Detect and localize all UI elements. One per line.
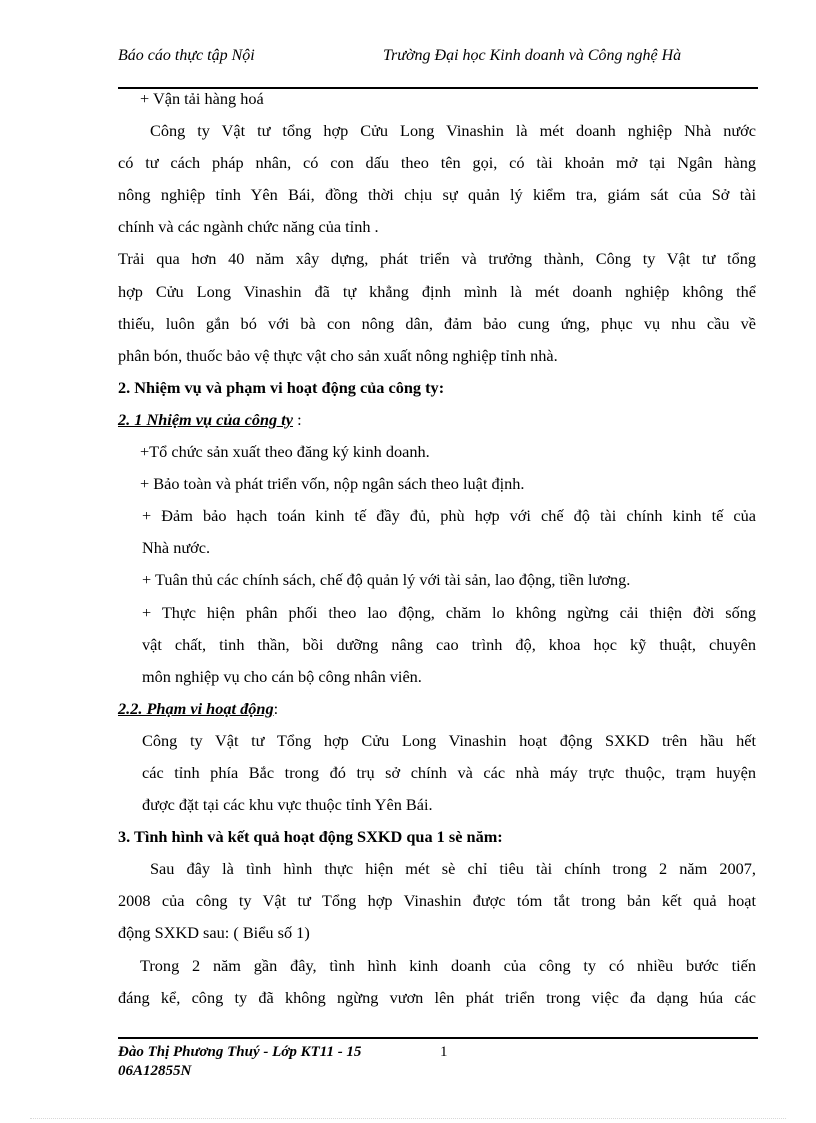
subsection-heading — [118, 693, 756, 725]
footer-author: Đào Thị Phương Thuý - Lớp KT11 - 15 — [118, 1044, 362, 1060]
list-item-cont: môn nghiệp vụ cho cán bộ công nhân viên. — [142, 666, 422, 686]
section-heading: 2. Nhiệm vụ và phạm vi hoạt động của công ty: — [118, 377, 445, 397]
document-body — [118, 83, 756, 1014]
header-university: Trường Đại học Kinh doanh và Công nghệ Hà — [383, 47, 682, 64]
paragraph-line: Sau đây là tình hình thực hiện mét sè chỉ tiêu tài chính trong 2 năm 2007, — [150, 859, 756, 879]
paragraph-line: hợp Cửu Long Vinashin đã tự khẳng định mình là mét doanh nghiệp không thể — [118, 281, 756, 301]
subsection-heading — [118, 404, 756, 436]
paragraph-line: đáng kể, công ty đã không ngừng vươn lên phát triển trong việc đa dạng húa các — [118, 987, 756, 1007]
paragraph-line: chính và các ngành chức năng của tỉnh . — [118, 217, 379, 237]
header-report-title: Báo cáo thực tập Nội — [118, 47, 255, 64]
subsection-label: 2. 1 Nhiệm vụ của công ty — [118, 409, 294, 429]
paragraph-line: các tỉnh phía Bắc trong đó trụ sở chính và các nhà máy trực thuộc, trạm huyện — [142, 762, 756, 782]
paragraph-line: phân bón, thuốc bảo vệ thực vật cho sản xuất nông nghiệp tỉnh nhà. — [118, 345, 558, 365]
subsection-label: 2.2. Phạm vi hoạt động — [118, 698, 274, 718]
list-item: +Tổ chức sản xuất theo đăng ký kinh doanh. — [140, 442, 430, 462]
subsection-punct: : — [273, 698, 279, 718]
paragraph-line: Công ty Vật tư Tổng hợp Cửu Long Vinashin hoạt động SXKD trên hầu hết — [142, 730, 756, 750]
paragraph-line: 2008 của công ty Vật tư Tổng hợp Vinashin được tóm tắt trong bản kết quả hoạt — [118, 891, 756, 911]
list-item: + Thực hiện phân phối theo lao động, chăm lo không ngừng cải thiện đời sống — [142, 602, 756, 622]
paragraph-line: thiếu, luôn gắn bó với bà con nông dân, đảm bảo cung ứng, phục vụ nhu cầu về — [118, 313, 756, 333]
paragraph-line: được đặt tại các khu vực thuộc tỉnh Yên Bái. — [142, 795, 433, 815]
paragraph-line: Trải qua hơn 40 năm xây dựng, phát triển và trưởng thành, Công ty Vật tư tổng — [118, 249, 756, 269]
paragraph-line: + Vận tải hàng hoá — [140, 89, 264, 108]
paragraph-line: Công ty Vật tư tổng hợp Cửu Long Vinashin là mét doanh nghiệp Nhà nước — [150, 121, 756, 141]
list-item: + Tuân thủ các chính sách, chế độ quản lý với tài sản, lao động, tiền lương. — [142, 570, 631, 590]
paragraph-line: nông nghiệp tỉnh Yên Bái, đồng thời chịu sự quản lý kiểm tra, giám sát của Sở tài — [118, 185, 756, 205]
footer-student-id: 06A12855N — [118, 1063, 192, 1079]
subsection-punct: : — [293, 409, 302, 429]
paragraph-line: động SXKD sau: ( Biểu số 1) — [118, 923, 310, 943]
list-item: + Bảo toàn và phát triển vốn, nộp ngân sách theo luật định. — [140, 474, 525, 494]
list-item-cont: vật chất, tinh thần, bồi dưỡng nâng cao trình độ, khoa học kỹ thuật, chuyên — [142, 634, 756, 654]
footer-author-block — [118, 1043, 418, 1081]
paragraph-line: Trong 2 năm gần đây, tình hình kinh doanh của công ty có nhiều bước tiến — [140, 955, 756, 975]
section-heading: 3. Tình hình và kết quả hoạt động SXKD qua 1 sè năm: — [118, 827, 503, 847]
list-item-cont: Nhà nước. — [142, 538, 211, 558]
page-edge-divider — [30, 1118, 786, 1119]
footer-divider — [118, 1037, 758, 1039]
paragraph-line: có tư cách pháp nhân, có con dấu theo tên gọi, có tài khoản mở tại Ngân hàng — [118, 153, 756, 173]
list-item: + Đảm bảo hạch toán kinh tế đầy đủ, phù hợp với chế độ tài chính kinh tế của — [142, 506, 756, 526]
page-number: 1 — [440, 1044, 448, 1060]
